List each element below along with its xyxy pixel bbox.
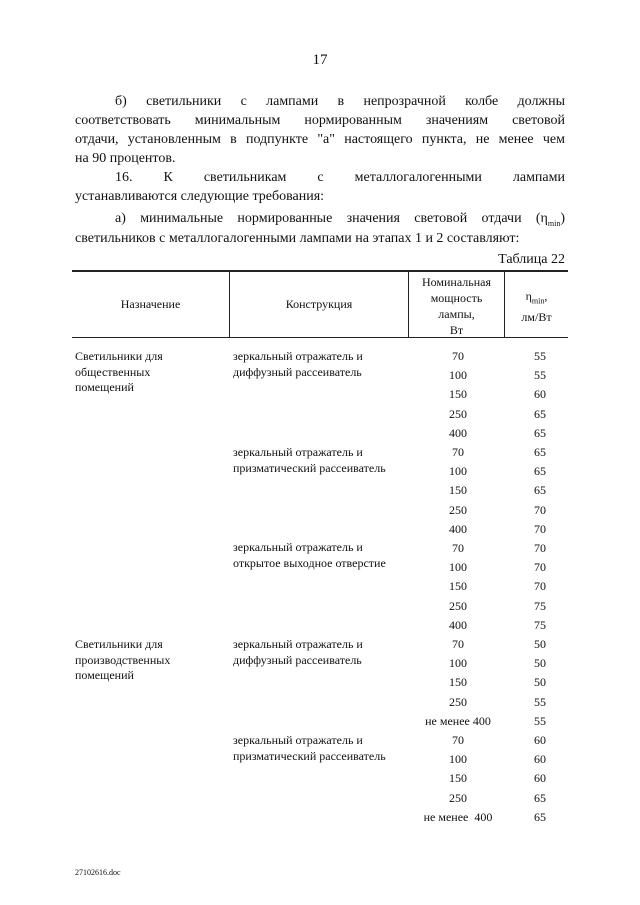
power-cell: 70	[452, 733, 464, 747]
construction-cell	[233, 445, 408, 476]
power-cell: 250	[449, 598, 467, 613]
power-cell: 100	[449, 464, 467, 479]
paragraph-line: 16. К светильникам с металлогалогенными лампами	[115, 170, 565, 185]
power-cell: 400	[449, 425, 467, 440]
paragraph-line: светильников с металлогалогенными лампами на этапах 1 и 2 составляют:	[75, 231, 520, 246]
header-eta-unit: лм/Вт	[521, 310, 552, 325]
eta-cell: 55	[534, 694, 546, 709]
eta-cell: 60	[534, 387, 546, 402]
power-cell: 150	[449, 579, 467, 594]
purpose-line: производственных	[75, 652, 171, 667]
power-cell: 100	[449, 656, 467, 671]
eta-cell: 65	[534, 464, 546, 479]
construction-line: открытое выходное отверстие	[233, 555, 386, 570]
purpose-line: помещений	[75, 668, 134, 682]
construction-line: призматический рассеиватель	[233, 460, 386, 475]
power-cell: 150	[449, 675, 467, 690]
eta-cell: 65	[534, 790, 546, 805]
construction-line: зеркальный отражатель и	[233, 733, 363, 747]
power-cell: 70	[452, 349, 464, 363]
construction-cell	[233, 540, 408, 571]
construction-cell	[233, 733, 408, 764]
purpose-cell	[75, 349, 225, 396]
header-eta-symbol	[505, 288, 568, 309]
power-cell: 100	[449, 560, 467, 575]
table-top-rule	[72, 270, 568, 272]
purpose-line: помещений	[75, 380, 134, 394]
power-cell: 250	[449, 694, 467, 709]
eta-cell: 60	[534, 752, 546, 767]
purpose-line: Светильники для	[75, 349, 163, 363]
power-cell: не менее 400	[423, 809, 493, 824]
power-cell: не менее 400	[425, 713, 491, 728]
header-power-line: лампы,	[438, 307, 475, 321]
power-cell: 250	[449, 790, 467, 805]
eta-cell: 65	[534, 425, 546, 440]
eta-cell: 70	[534, 521, 546, 536]
eta-symbol: η	[525, 289, 532, 303]
power-cell: 70	[452, 637, 464, 651]
eta-cell: 55	[534, 349, 546, 363]
header-eta	[505, 288, 568, 325]
paragraph-line: на 90 процентов.	[75, 151, 176, 166]
purpose-cell	[75, 637, 225, 684]
power-cell: 150	[449, 483, 467, 498]
paragraph-text: )	[560, 211, 565, 226]
eta-cell: 70	[534, 502, 546, 517]
construction-line: зеркальный отражатель и	[233, 445, 363, 459]
power-cell: 100	[449, 368, 467, 383]
header-construction: Конструкция	[285, 297, 353, 311]
power-cell: 400	[449, 617, 467, 632]
header-power-line: мощность	[430, 291, 483, 305]
power-cell: 70	[452, 541, 464, 555]
header-power	[409, 274, 504, 338]
construction-line: зеркальный отражатель и	[233, 637, 363, 651]
construction-line: диффузный рассеиватель	[233, 652, 362, 667]
eta-subscript: min	[531, 296, 545, 306]
paragraph-line: отдачи, установленным в подпункте "а" настоящего пункта, не менее чем	[75, 132, 565, 147]
construction-line: призматический рассеиватель	[233, 748, 386, 763]
power-cell: 70	[452, 445, 464, 459]
power-cell: 250	[449, 406, 467, 421]
paragraph-text: а) минимальные нормированные значения световой отдачи (η	[115, 211, 548, 226]
paragraph-line: устанавливаются следующие требования:	[75, 189, 325, 204]
eta-comma: ,	[544, 289, 548, 303]
eta-cell: 50	[534, 656, 546, 671]
eta-subscript: min	[547, 218, 561, 228]
footer-filename: 27102616.doc	[75, 868, 121, 877]
eta-cell: 65	[534, 445, 546, 459]
power-cell: 400	[449, 521, 467, 536]
construction-line: диффузный рассеиватель	[233, 364, 362, 379]
eta-cell: 65	[534, 483, 546, 498]
paragraph-line: б) светильники с лампами в непрозрачной колбе должны	[115, 94, 565, 109]
eta-cell: 70	[534, 541, 546, 555]
power-cell: 250	[449, 502, 467, 517]
power-cell: 100	[449, 752, 467, 767]
power-cell: 150	[449, 771, 467, 786]
eta-cell: 75	[534, 617, 546, 632]
eta-cell: 60	[534, 771, 546, 786]
eta-cell: 55	[534, 713, 546, 728]
eta-cell: 55	[534, 368, 546, 383]
construction-line: зеркальный отражатель и	[233, 540, 363, 554]
eta-cell: 50	[534, 675, 546, 690]
power-cell: 150	[449, 387, 467, 402]
eta-cell: 65	[534, 406, 546, 421]
construction-cell	[233, 637, 408, 668]
eta-cell: 65	[534, 809, 546, 824]
construction-line: зеркальный отражатель и	[233, 349, 363, 363]
table-caption: Таблица 22	[498, 252, 565, 267]
eta-cell: 70	[534, 560, 546, 575]
page-number: 17	[312, 52, 328, 68]
eta-cell: 70	[534, 579, 546, 594]
construction-cell	[233, 349, 408, 380]
purpose-line: общественных	[75, 364, 151, 379]
header-power-line: Вт	[449, 323, 464, 337]
eta-cell: 75	[534, 598, 546, 613]
header-purpose: Назначение	[120, 297, 181, 311]
header-power-line: Номинальная	[421, 275, 492, 289]
eta-cell: 60	[534, 733, 546, 747]
purpose-line: Светильники для	[75, 637, 163, 651]
eta-cell: 50	[534, 637, 546, 651]
paragraph-line: соответствовать минимальным нормированным значениям световой	[75, 113, 565, 128]
